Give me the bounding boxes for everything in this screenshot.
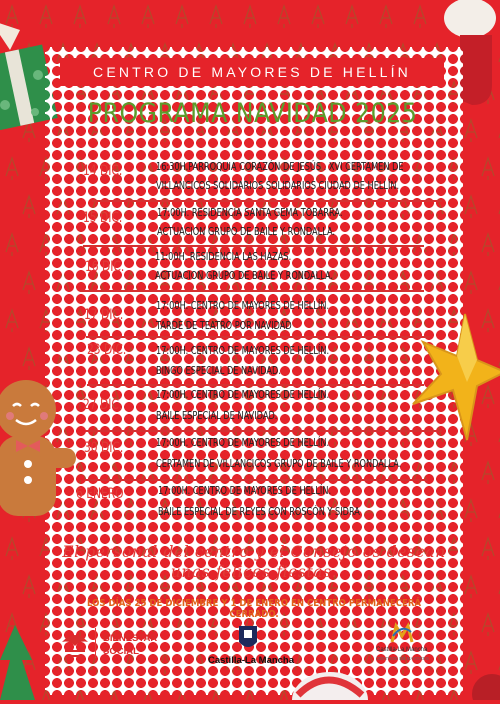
event-date: 14 DIC. [83, 163, 123, 179]
pattern-tree [6, 310, 18, 332]
pattern-tree [465, 272, 477, 294]
event-date: 27 DIC. [83, 397, 123, 413]
pattern-tree [244, 6, 256, 28]
pattern-tree [6, 234, 18, 256]
event-divider [84, 479, 428, 481]
pattern-tree [465, 196, 477, 218]
event-description: VILLANCICOS SOLIDARIOS SOLIDARIOS CIUDAD DE HELLÍN. [156, 180, 400, 192]
pattern-tree [482, 614, 494, 636]
bienestar-line-1: BIENESTAR [103, 633, 158, 644]
castilla-logo-text: Castilla-La Mancha [207, 655, 295, 666]
pattern-tree [108, 6, 120, 28]
pattern-tree [482, 234, 494, 256]
bauble-icon [470, 672, 500, 700]
christmas-tree-icon [0, 625, 40, 700]
page-title: PROGRAMA NAVIDAD 2025 [87, 98, 418, 129]
bienestar-logo [103, 632, 157, 658]
pattern-tree [210, 6, 222, 28]
pattern-tree [74, 6, 86, 28]
pattern-tree [465, 120, 477, 142]
closure-notice: LOS DÍAS 25 DE DICIEMBRE Y 1 DE ENERO EN CENTRO PERMANECERÁ CERRADO. [86, 598, 422, 620]
event-date: 30 DIC. [84, 440, 124, 456]
event-description: BAILE ESPECIAL DE REYES CON ROSCÓN Y SIDRA [158, 506, 360, 518]
candy-decoration [290, 655, 370, 704]
castilla-emblem-icon [233, 622, 263, 654]
event-time-place: 17:00H. CENTRO DE MAYORES DE HELLÍN. [156, 389, 330, 401]
castilla-emblem [233, 622, 263, 658]
cm-logo-icon [390, 622, 414, 646]
event-description: CERTAMEN DE VILLANCICOS GRUPO DE BAILE Y RONDALLA. [156, 458, 402, 470]
pattern-tree [278, 6, 290, 28]
pattern-tree [482, 462, 494, 484]
event-divider [86, 430, 442, 432]
cm-small-name: Castilla-La Mancha [376, 647, 428, 653]
event-description: BAILE ESPECIAL DE NAVIDAD. [156, 410, 278, 422]
pattern-tree [23, 348, 35, 370]
event-time-place: 17:00H. RESIDENCIA SANTA GEMA TOBARRA. [157, 207, 343, 219]
gingerbread-decoration [0, 378, 78, 547]
event-divider [80, 290, 424, 292]
pattern-tree [482, 538, 494, 560]
pattern-tree [6, 158, 18, 180]
event-time-place: 11:00H. RESIDENCIA LAS HAZAS. [155, 251, 292, 263]
bauble-decoration [470, 672, 500, 704]
pattern-tree [346, 6, 358, 28]
event-description: BINGO ESPECIAL DE NAVIDAD. [156, 365, 281, 377]
event-description: TARDE DE TEATRO POR NAVIDAD [156, 320, 292, 332]
center-name-banner: CENTRO DE MAYORES DE HELLÍN [60, 58, 444, 86]
logo-divider [95, 628, 96, 658]
pattern-tree [23, 576, 35, 598]
event-time-place: 17:00H. CENTRO DE MAYORES DE HELLÍN. [156, 300, 330, 312]
event-divider [83, 245, 424, 247]
bienestar-line-2: SOCIAL [103, 646, 139, 657]
event-date: 16 DIC. [85, 259, 125, 275]
event-divider [92, 200, 442, 202]
pattern-tree [414, 6, 426, 28]
pattern-tree [465, 500, 477, 522]
pattern-tree [465, 652, 477, 674]
pattern-tree [312, 6, 324, 28]
greeting-line-1: El personal del centro y el Consejo os desean [62, 543, 446, 561]
star-decoration [405, 312, 500, 446]
event-time-place: 17:00H. CENTRO DE MAYORES DE HELLÍN. [156, 437, 330, 449]
greeting-line-2: unas felices fiestas. [170, 563, 338, 581]
event-description: ACTUACION GRUPO DE BAILE Y RONDALLA. [155, 270, 334, 282]
gingerbread-icon [0, 378, 78, 543]
left-logo [60, 628, 90, 666]
event-divider [86, 336, 430, 338]
tree-decoration [0, 625, 40, 704]
event-date: 17 DIC. [84, 307, 124, 323]
event-date: 6 ENERO [76, 486, 124, 502]
event-description: ACTUACION GRUPO DE BAILE Y RONDALLA. [157, 226, 336, 238]
castilla-mancha-small-logo [390, 622, 414, 650]
star-icon [405, 312, 500, 442]
event-date: 15 DIC. [83, 210, 123, 226]
event-divider [87, 384, 424, 386]
pattern-tree [142, 6, 154, 28]
candy-icon [290, 655, 370, 700]
event-time-place: 17:00H. CENTRO DE MAYORES DE HELLÍN. [158, 485, 332, 497]
center-logo-icon [60, 628, 90, 662]
pattern-tree [23, 272, 35, 294]
cm-small-sub: CENTROS DE MAYORES [376, 656, 429, 661]
pattern-tree [23, 196, 35, 218]
event-time-place: 16:30H.PARROQUIA CORAZÓN DE JESÚS . XVI CERTAMEN DE [156, 161, 404, 173]
event-time-place: 17:00H. CENTRO DE MAYORES DE HELLÍN. [156, 345, 330, 357]
pattern-tree [380, 6, 392, 28]
event-date: 23 DIC. [87, 342, 127, 358]
pattern-tree [176, 6, 188, 28]
pattern-tree [465, 576, 477, 598]
pattern-tree [482, 158, 494, 180]
